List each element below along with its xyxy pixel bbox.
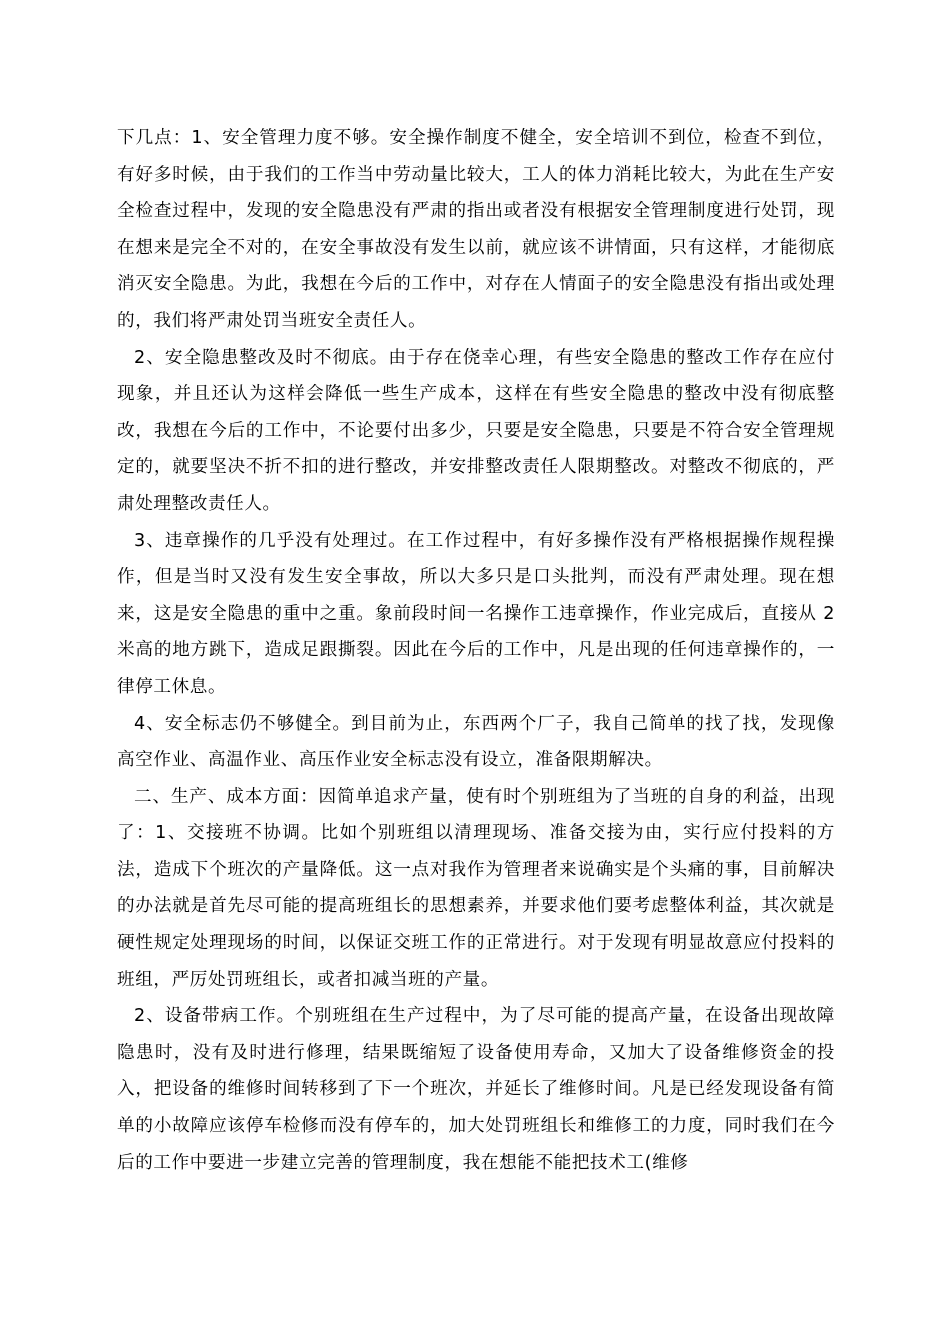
paragraph-violation-operation: 3、违章操作的几乎没有处理过。在工作过程中，有好多操作没有严格根据操作规程操作，但是当时又没有发生安全事故，所以大多只是口头批判，而没有严肃处理。现在想来，这是安全隐患的重中之重。象前段时间一名操作工违章操作，作业完成后，直接从 2 米高的地方跳下，造成足跟撕裂。因此在今后的工作中，凡是出现的任何违章操作的，一律停工休息。 xyxy=(117,530,835,697)
paragraph-safety-signs: 4、安全标志仍不够健全。到目前为止，东西两个厂子，我自己简单的找了找，发现像高空作业、高温作业、高压作业安全标志没有设立，准备限期解决。 xyxy=(117,713,835,771)
paragraph-safety-management: 下几点：1、安全管理力度不够。安全操作制度不健全，安全培训不到位，检查不到位，有好多时候，由于我们的工作当中劳动量比较大，工人的体力消耗比较大，为此在生产安全检查过程中，发现的安全隐患没有严肃的指出或者没有根据安全管理制度进行处罚，现在想来是完全不对的，在安全事故没有发生以前，就应该不讲情面，只有这样，才能彻底消灭安全隐患。为此，我想在今后的工作中，对存在人情面子的安全隐患没有指出或处理的，我们将严肃处罚当班安全责任人。 xyxy=(117,128,835,331)
document-page xyxy=(117,120,835,1181)
paragraph-production-cost: 二、生产、成本方面：因简单追求产量，使有时个别班组为了当班的自身的利益，出现了：1、交接班不协调。比如个别班组以清理现场、准备交接为由，实行应付投料的方法，造成下个班次的产量降低。这一点对我作为管理者来说确实是个头痛的事，目前解决的办法就是首先尽可能的提高班组长的思想素养，并要求他们要考虑整体利益，其次就是硬性规定处理现场的时间，以保证交班工作的正常进行。对于发现有明显故意应付投料的班组，严厉处罚班组长，或者扣减当班的产量。 xyxy=(117,786,835,990)
paragraph-hazard-rectification: 2、安全隐患整改及时不彻底。由于存在侥幸心理，有些安全隐患的整改工作存在应付现象，并且还认为这样会降低一些生产成本，这样在有些安全隐患的整改中没有彻底整改，我想在今后的工作中，不论要付出多少，只要是安全隐患，只要是不符合安全管理规定的，就要坚决不折不扣的进行整改，并安排整改责任人限期整改。对整改不彻底的，严肃处理整改责任人。 xyxy=(117,347,835,514)
paragraph-equipment-maintenance: 2、设备带病工作。个别班组在生产过程中，为了尽可能的提高产量，在设备出现故障隐患时，没有及时进行修理，结果既缩短了设备使用寿命，又加大了设备维修资金的投入，把设备的维修时间转移到了下一个班次，并延长了维修时间。凡是已经发现设备有简单的小故障应该停车检修而没有停车的，加大处罚班组长和维修工的力度，同时我们在今后的工作中要进一步建立完善的管理制度，我在想能不能把技术工(维修 xyxy=(117,1006,835,1173)
